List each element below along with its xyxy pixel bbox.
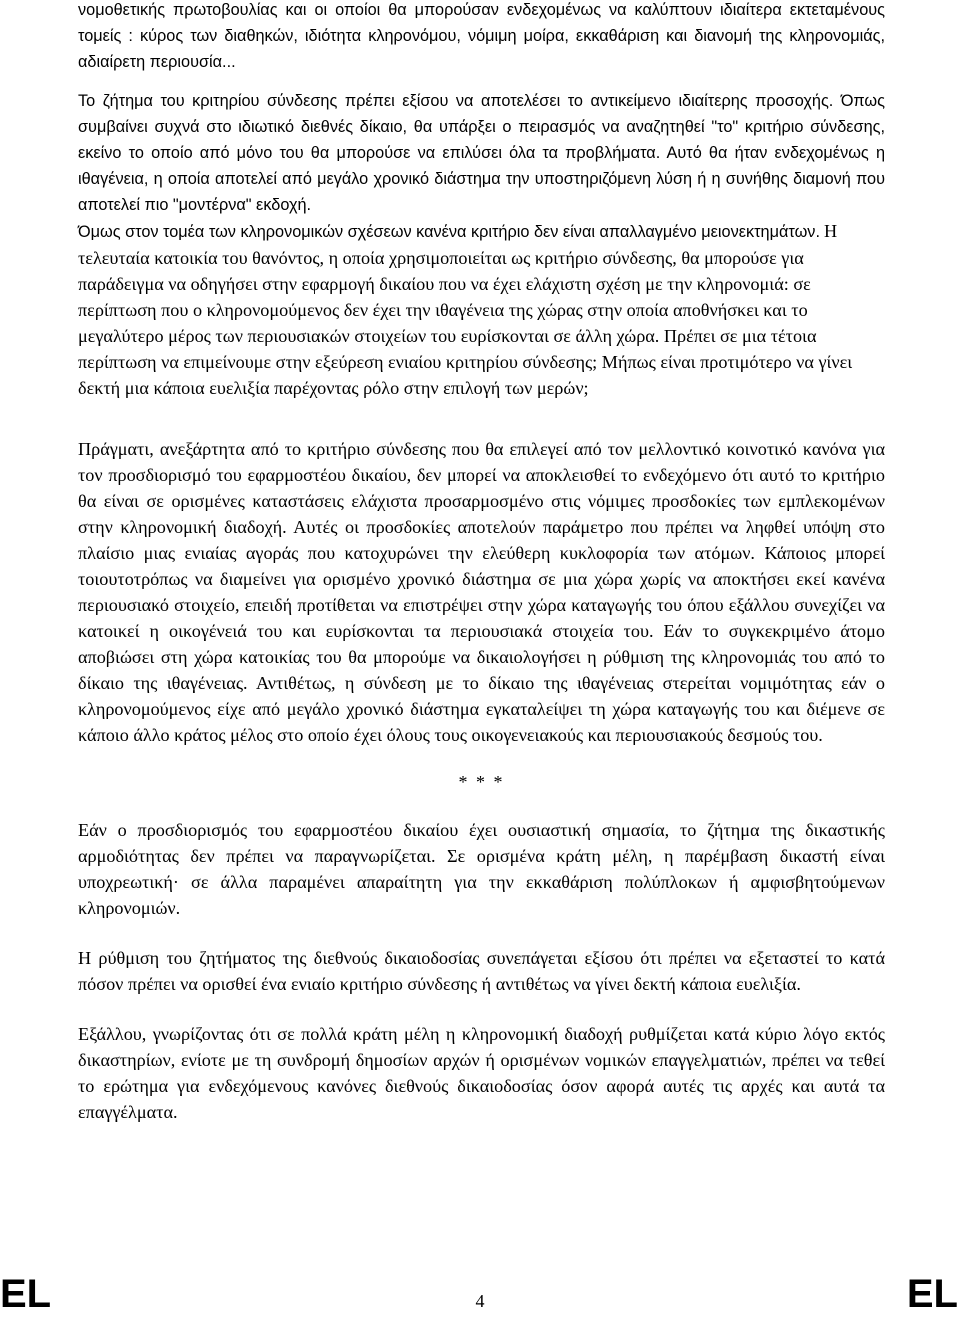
paragraph-3-serif-text: Η τελευταία κατοικία του θανόντος, η οποία χρησιμοποιείται ως κριτήριο σύνδεσης, θα μπορούσε για παράδειγμα να οδηγήσει στην εφαρμογή δικαίου που να έχει ελάχιστη σχέση με την κληρονομιά: σε περίπτωση που ο κληρονομούμενος δεν έχει την ιθαγένεια της χώρας στην οποία αποθνήσκει και το μεγαλύτερο μέρος των περιουσιακών στοιχείων του ευρίσκονται σε άλλη χώρα. Πρέπει σε μια τέτοια περίπτωση να επιμείνουμε στην εξεύρεση ενιαίου κριτηρίου σύνδεσης; Μήπως είναι προτιμότερο να γίνει δεκτή μια κάποια ευελιξία παρέχοντας ρόλο στην επιλογή των μερών; [78, 221, 853, 398]
footer-language-left: EL [0, 1272, 52, 1316]
paragraph-3-sans: Όμως στον τομέα των κληρονομικών σχέσεων κανένα κριτήριο δεν είναι απαλλαγμένο μειονεκτημάτων. [78, 223, 820, 241]
page-number: 4 [475, 1291, 485, 1311]
paragraph-6: Η ρύθμιση του ζητήματος της διεθνούς δικαιοδοσίας συνεπάγεται εξίσου ότι πρέπει να εξεταστεί το κατά πόσον πρέπει να ορισθεί ένα ενιαίο κριτήριο σύνδεσης ή αντιθέτως να γίνει δεκτή κάποια ευελιξία. [78, 948, 885, 994]
paragraph-7: Εξάλλου, γνωρίζοντας ότι σε πολλά κράτη μέλη η κληρονομική διαδοχή ρυθμίζεται κατά κύριο λόγο εκτός δικαστηρίων, ενίοτε με τη συνδρομή δημοσίων αρχών ή ορισμένων νομικών επαγγελματιών, πρέπει να τεθεί το ερώτημα για ενδεχόμενους κανόνες διεθνούς δικαιοδοσίας όσον αφορά αυτές τις αρχές και αυτά τα επαγγέλματα. [78, 1024, 885, 1122]
document-body [78, 0, 885, 1125]
section-separator: * * * [458, 772, 505, 792]
paragraph-1: νομοθετικής πρωτοβουλίας και οι οποίοι θα μπορούσαν ενδεχομένως να καλύπτουν ιδιαίτερα εκτεταμένους τομείς : κύρος των διαθηκών, ιδιότητα κληρονόμου, νόμιμη μοίρα, εκκαθάριση και διανομή της κληρονομιάς, αδιαίρετη περιουσία... [78, 1, 885, 71]
paragraph-2: Το ζήτημα του κριτηρίου σύνδεσης πρέπει εξίσου να αποτελέσει το αντικείμενο ιδιαίτερης προσοχής. Όπως συμβαίνει συχνά στο ιδιωτικό διεθνές δίκαιο, θα υπάρξει ο πειρασμός να αναζητηθεί "το" κριτήριο σύνδεσης, εκείνο το οποίο από μόνο του θα μπορούσε να επιλύσει όλα τα προβλήματα. Αυτό θα ήταν ενδεχομένως η ιθαγένεια, η οποία αποτελεί από μεγάλο χρονικό διάστημα την υποστηριζόμενη λύση ή η συνήθης διαμονή που αποτελεί πιο "μοντέρνα" εκδοχή. [78, 92, 885, 214]
paragraph-5: Εάν ο προσδιορισμός του εφαρμοστέου δικαίου έχει ουσιαστική σημασία, το ζήτημα της δικαστικής αρμοδιότητας δεν πρέπει να παραγνωρίζεται. Σε ορισμένα κράτη μέλη, η παρέμβαση δικαστή είναι υποχρεωτική· σε άλλα παραμένει απαραίτητη για την εκκαθάριση πολύπλοκων ή αμφισβητούμενων κληρονομιών. [78, 820, 885, 918]
paragraph-3-serif [78, 221, 852, 398]
footer-language-right: EL [906, 1272, 958, 1316]
paragraph-4: Πράγματι, ανεξάρτητα από το κριτήριο σύνδεσης που θα επιλεγεί από τον μελλοντικό κοινοτικό κανόνα για τον προσδιορισμό του εφαρμοστέου δικαίου, δεν μπορεί να αποκλεισθεί το ενδεχόμενο ότι αυτό το κριτήριο θα είναι σε ορισμένες καταστάσεις ελάχιστα προσαρμοσμένο στις νόμιμες προσδοκίες των εμπλεκομένων στην κληρονομική διαδοχή. Αυτές οι προσδοκίες αποτελούν παράμετρο που πρέπει να ληφθεί υπόψη στο πλαίσιο μιας ενιαίας αγοράς που κατοχυρώνει την ελεύθερη κυκλοφορία των ατόμων. Κάποιος μπορεί τοιουτοτρόπως να διαμείνει για ορισμένο χρονικό διάστημα σε μια χώρα χωρίς να αποκτήσει εκεί κανένα περιουσιακό στοιχείο, επειδή προτίθεται να επιστρέψει στην χώρα καταγωγής του όπου εξάλλου συνεχίζει να κατοικεί η οικογένειά του και ευρίσκονται τα περιουσιακά στοιχεία του. Εάν το συγκεκριμένο άτομο αποβιώσει στη χώρα κατοικίας του θα μπορούμε να δικαιολογήσει η ρύθμιση της κληρονομιάς του από το δίκαιο της ιθαγένειας. Αντιθέτως, η σύνδεση με το δίκαιο της ιθαγένειας στερείται νομιμότητας εάν ο κληρονομούμενος είχε από μεγάλο χρονικό διάστημα εγκαταλείψει τη χώρα καταγωγής του και διέμενε σε κάποιο άλλο κράτος μέλος στο οποίο έχει όλους τους οικογενειακούς και περιουσιακούς δεσμούς του. [78, 439, 885, 745]
